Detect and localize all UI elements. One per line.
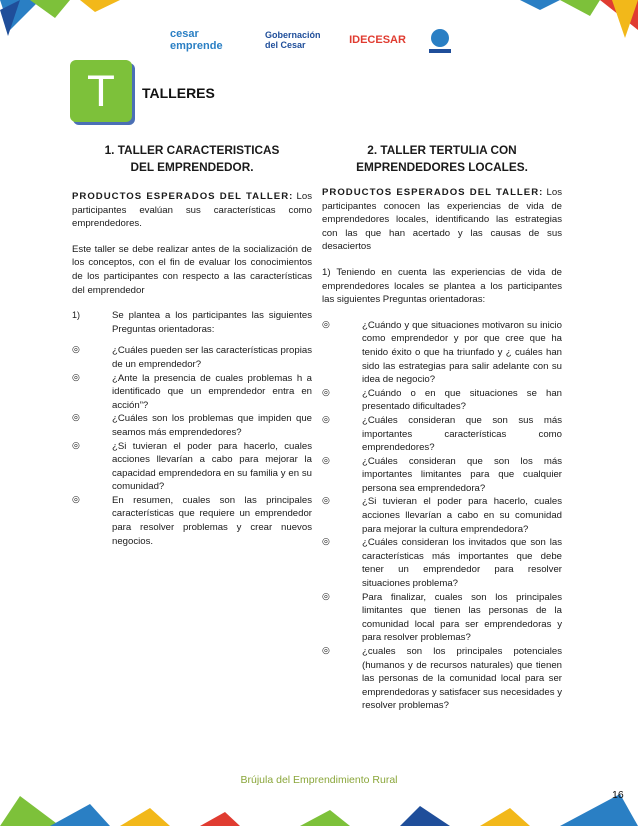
- gobernacion-logo: Gobernación del Cesar: [265, 30, 321, 50]
- list-item: ◎ ¿Cuándo y que situaciones motivaron su inicio como emprendedor y por que cree que ha tenido éxito o que ha triunfado y ¿ cuáles han sido las estrategias para salir adelante con su idea de negocio?: [322, 319, 562, 386]
- numbered-item: 1) Se plantea a los participantes las siguientes Preguntas orientadoras:: [72, 310, 312, 335]
- bullet-icon: ◎: [322, 591, 330, 602]
- footer-title: Brújula del Emprendimiento Rural: [240, 774, 398, 786]
- list-item: ◎ ¿Cuáles consideran que son sus más importantes características como emprendedores?: [322, 414, 562, 454]
- list-item: ◎ ¿Si tuvieran el poder para hacerlo, cuales acciones llevarían a cabo para mejorar la capacidad emprendedora en su familia y en su comunidad?: [72, 440, 312, 493]
- bullet-icon: ◎: [322, 319, 330, 330]
- list-item: ◎ ¿Cuáles son los problemas que impiden que seamos más emprendedores?: [72, 413, 312, 438]
- list-item: ◎ ¿Cuáles consideran que son los más importantes limitantes para que cualquier persona sea emprendedora?: [322, 455, 562, 494]
- fourth-logo: [420, 22, 460, 58]
- section-letter-badge: T: [70, 60, 132, 122]
- list-item: ◎ ¿Cuáles consideran los invitados que son las características más importantes que debe tener un emprendedor para resolver situaciones problema?: [322, 537, 562, 590]
- bullet-icon: ◎: [322, 455, 330, 466]
- page-number: 16: [612, 789, 624, 801]
- right-intro-paragraph: 1) Teniendo en cuenta las experiencias de vida de emprendedores locales se plantea a los participantes las siguientes Preguntas orientadoras:: [322, 266, 562, 306]
- right-products-paragraph: PRODUCTOS ESPERADOS DEL TALLER: Los participantes conocen las experiencias de vida de emprendedores locales, identificando las estrategias con las que han acertado y las causas de sus desaciertos: [322, 187, 562, 253]
- bullet-icon: ◎: [72, 413, 80, 424]
- list-item: ◎ ¿Si tuvieran el poder para hacerlo, cuales acciones llevarían a cabo en su comunidad para mejorar la cultura emprendedora?: [322, 496, 562, 535]
- left-products-paragraph: PRODUCTOS ESPERADOS DEL TALLER: Los participantes evalúan sus características como emprendedores.: [72, 191, 312, 230]
- list-item: ◎ ¿Cuáles pueden ser las características propias de un emprendedor?: [72, 345, 312, 370]
- left-column: [72, 142, 312, 548]
- decorative-bottom-band: [0, 786, 638, 826]
- bullet-icon: ◎: [322, 646, 330, 656]
- logo-strip: [170, 22, 470, 58]
- bullet-icon: ◎: [322, 537, 330, 548]
- bullet-icon: ◎: [72, 440, 80, 451]
- right-column-title: 2. TALLER TERTULIA CON EMPRENDEDORES LOCALES.: [356, 143, 528, 174]
- bullet-icon: ◎: [322, 387, 330, 398]
- list-item: ◎ ¿Ante la presencia de cuales problemas h a identificado que un emprendedor entra en acción”?: [72, 372, 312, 411]
- bullet-icon: ◎: [72, 494, 80, 505]
- list-item: ◎ ¿cuales son los principales potenciales (humanos y de recursos naturales) que tienen las personas de la comunidad local para ser emprendedoras y satisfacer sus necesidades y resolver problemas?: [322, 646, 562, 712]
- right-column: [322, 142, 562, 713]
- section-title: TALLERES: [142, 85, 215, 101]
- list-item: ◎ ¿Cuándo o en que situaciones se han presentado dificultades?: [322, 387, 562, 413]
- cesar-emprende-logo: cesar emprende: [170, 28, 223, 52]
- bullet-icon: ◎: [322, 414, 330, 425]
- list-item: ◎ En resumen, cuales son las principales características que requiere un emprendedor para resolver problemas y crear nuevos negocios.: [72, 494, 312, 547]
- bullet-icon: ◎: [72, 372, 80, 383]
- left-intro-paragraph: Este taller se debe realizar antes de la socialización de los conceptos, con el fin de evaluar los conocimientos de los participantes con respecto a las características del emprendedor: [72, 243, 312, 296]
- idecesar-logo: IDECESAR: [349, 34, 406, 46]
- left-column-title: 1. TALLER CARACTERISTICAS DEL EMPRENDEDOR.: [104, 143, 280, 174]
- list-item: ◎ Para finalizar, cuales son los principales limitantes que tienen las personas de la comunidad local para ser emprendedoras y para resolver problemas?: [322, 591, 562, 644]
- bullet-icon: ◎: [322, 496, 330, 507]
- bullet-icon: ◎: [72, 345, 80, 356]
